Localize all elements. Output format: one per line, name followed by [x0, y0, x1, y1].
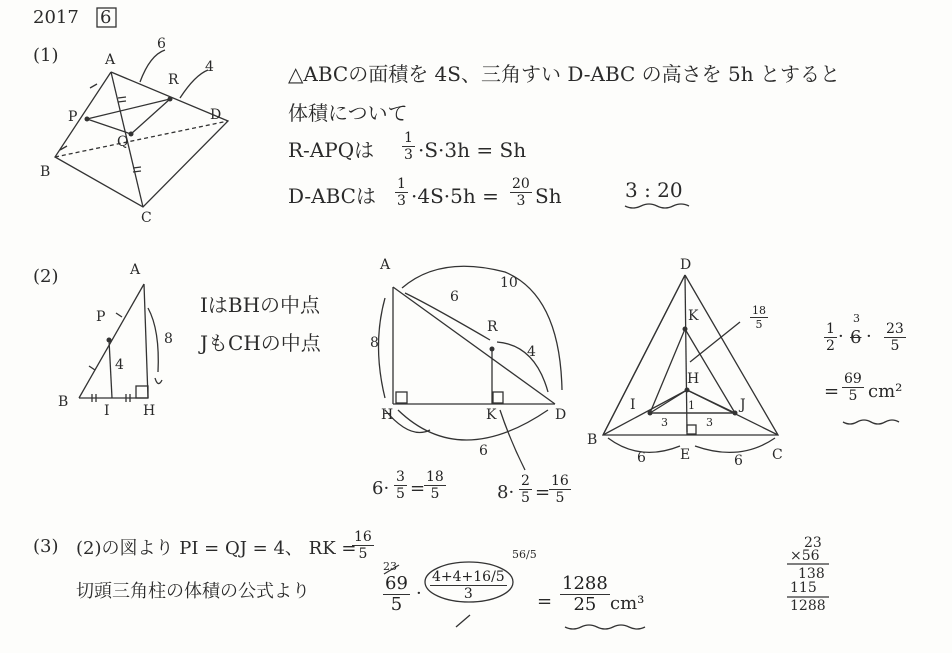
scratch-line4: 115 [790, 580, 817, 596]
volume-eq: = [537, 591, 553, 612]
note-I-midpoint: IはBHの中点 [200, 293, 321, 317]
pyr-length-3a: 3 [661, 416, 668, 429]
rect-length-6: 6 [450, 289, 459, 305]
area-result: $\frac{69}{5}$ [844, 371, 862, 404]
answer2-underline [843, 420, 899, 424]
tri-length-4: 4 [115, 357, 124, 373]
area-dot1: · [838, 326, 844, 347]
part1-tetrahedron [55, 50, 228, 207]
part1-line2: 体積について [288, 101, 408, 125]
dabc-fraction: $\frac{1}{3}$ [397, 176, 406, 209]
pyr-length-6b: 6 [734, 453, 743, 469]
pyr-length-6a: 6 [637, 450, 646, 466]
calc1-fraction: $\frac{3}{5}$ [396, 469, 405, 502]
problem-number: 6 [100, 7, 112, 28]
point-P: P [68, 109, 78, 125]
volume-result: $\frac{1288}{25}$ [562, 573, 608, 615]
rect-point-R: R [487, 319, 498, 335]
calc1-eq: = [410, 478, 426, 499]
length-6: 6 [157, 36, 166, 52]
rapq-fraction: $\frac{1}{3}$ [404, 130, 413, 163]
rect-point-H: H [381, 407, 394, 423]
rk-fraction: $\frac{16}{5}$ [354, 529, 372, 562]
year-label: 2017 [33, 7, 79, 28]
pyr-length-1: 1 [688, 399, 695, 412]
pyr-point-C: C [772, 447, 783, 463]
pyr-point-D: D [680, 257, 692, 273]
calc2-fraction: $\frac{2}{5}$ [521, 473, 530, 506]
dabc-mid: ·4S·5h = [411, 184, 499, 208]
rapq-rest: ·S·3h = Sh [418, 138, 527, 162]
dabc-prefix: D-ABCは [288, 184, 376, 208]
pyr-point-H: H [687, 371, 700, 387]
rapq-prefix: R-APQは [288, 138, 375, 162]
point-D: D [210, 107, 222, 123]
scratch-line5: 1288 [790, 598, 826, 614]
point-R: R [168, 72, 179, 88]
pyr-point-E: E [680, 447, 691, 463]
calc2-prefix: 8· [497, 482, 515, 503]
calc2-eq: = [535, 482, 551, 503]
note-J-midpoint: JもCHの中点 [200, 331, 321, 355]
f2-small-56-5: 56/5 [512, 548, 537, 561]
scratch-line1: 23 [804, 535, 822, 551]
pyr-point-J: J [740, 397, 746, 413]
volume-dot: · [416, 583, 422, 604]
area-dot2: · [866, 326, 872, 347]
part2-pyramid [603, 275, 778, 452]
dabc-end: Sh [535, 184, 562, 208]
tri-point-B: B [58, 394, 69, 410]
area-fraction1: $\frac{1}{2}$ [826, 321, 835, 354]
point-Q: Q [117, 134, 129, 150]
volume-fraction2: $\frac{4+4+16/5}{3}$ [432, 569, 505, 602]
rect-length-10: 10 [500, 275, 518, 291]
rect-point-K: K [486, 407, 497, 423]
rect-length-4: 4 [527, 344, 536, 360]
part3-line2: 切頭三角柱の体積の公式より [76, 581, 310, 602]
part2-right-triangle [379, 266, 563, 470]
tri-length-8: 8 [164, 331, 173, 347]
scratch-line3: 138 [798, 566, 825, 582]
rect-point-A: A [380, 257, 391, 273]
calc1-result: $\frac{18}{5}$ [426, 469, 444, 502]
answer3-underline [565, 625, 645, 629]
f1-small-23: 23 [383, 560, 397, 573]
calc1-prefix: 6· [372, 478, 390, 499]
pyr-length-3b: 3 [706, 416, 713, 429]
pyr-point-I: I [630, 397, 636, 413]
length-4: 4 [205, 59, 214, 75]
point-C: C [141, 210, 152, 226]
point-B: B [40, 164, 51, 180]
answer1-underline [625, 204, 689, 208]
part2-triangle [79, 284, 162, 402]
calc2-result: $\frac{16}{5}$ [551, 473, 569, 506]
tri-point-I: I [104, 403, 110, 419]
rect-length-8: 8 [370, 335, 379, 351]
pyr-length-18-5: $\frac{18}{5}$ [752, 304, 766, 331]
point-A: A [105, 52, 116, 68]
part1-line1: △ABCの面積を 4S、三角すい D-ABC の高さを 5h とすると [288, 62, 840, 86]
pyr-point-B: B [587, 432, 598, 448]
area-small-3: 3 [853, 312, 860, 325]
area-factor-6: 6 [850, 327, 862, 348]
part3-label: (3) [33, 536, 59, 557]
part2-label: (2) [33, 266, 59, 287]
rect-length-6b: 6 [479, 443, 488, 459]
area-unit: cm² [868, 381, 903, 402]
scratch-line2: ×56 [790, 548, 820, 564]
answer1: 3 : 20 [625, 178, 683, 202]
area-fraction3: $\frac{23}{5}$ [886, 321, 904, 354]
rect-point-D: D [555, 407, 567, 423]
area-eq: = [824, 381, 840, 402]
tri-point-H: H [143, 403, 156, 419]
volume-fraction1: $\frac{69}{5}$ [385, 573, 408, 615]
part3-line1: (2)の図より PI = QJ = 4、 RK = [76, 538, 357, 559]
tri-point-A: A [130, 262, 141, 278]
volume-unit: cm³ [610, 593, 645, 614]
dabc-fraction2: $\frac{20}{3}$ [512, 176, 530, 209]
part1-label: (1) [33, 45, 59, 66]
tri-point-P: P [96, 309, 106, 325]
pyr-point-K: K [688, 308, 699, 324]
